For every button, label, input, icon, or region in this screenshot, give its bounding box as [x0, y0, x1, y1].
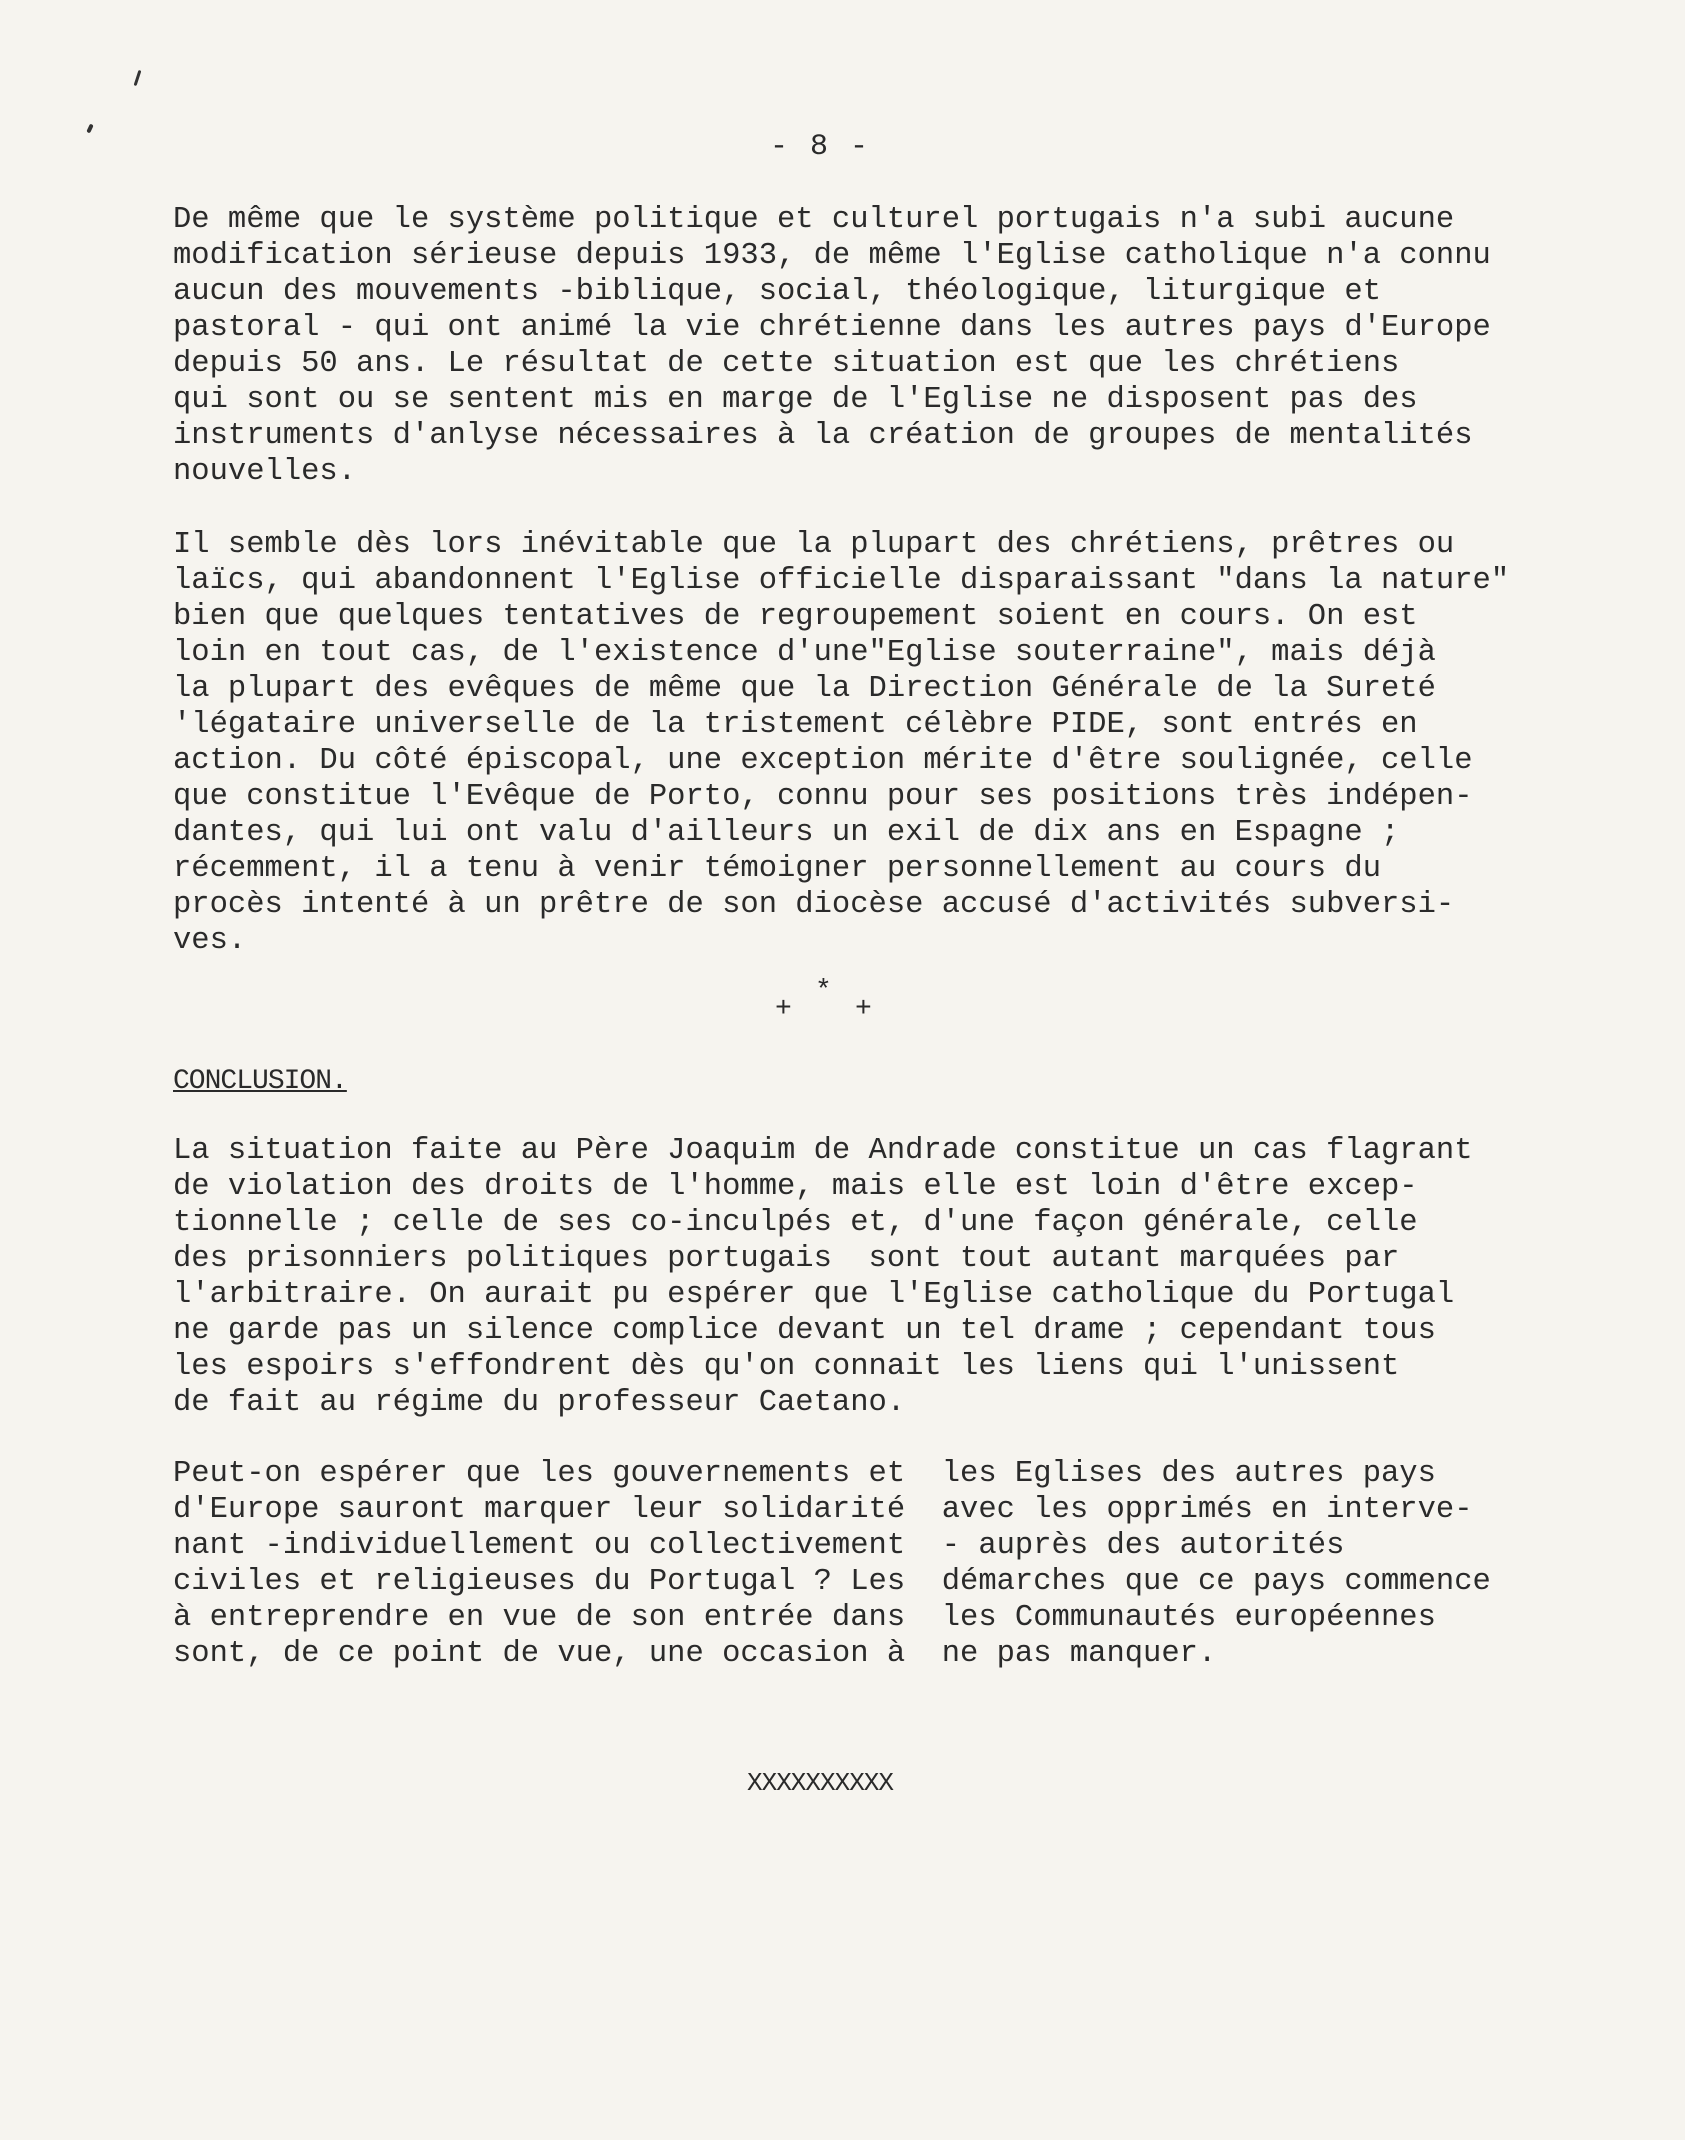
- paragraph-conclusion-appeal: [173, 1456, 1643, 1672]
- text-line: la plupart des evêques de même que la Direction Générale de la Sureté: [173, 672, 1436, 706]
- end-of-document-mark: XXXXXXXXXX: [746, 1768, 894, 1798]
- paragraph-conclusion-situation: [173, 1133, 1643, 1421]
- text-line: De même que le système politique et culturel portugais n'a subi aucune: [173, 203, 1455, 237]
- text-line: d'Europe sauront marquer leur solidarité avec les opprimés en interve-: [173, 1493, 1473, 1527]
- text-line: nant -individuellement ou collectivement - auprès des autorités: [173, 1529, 1345, 1563]
- paragraph-christians-leaving: [173, 527, 1643, 959]
- text-line: qui sont ou se sentent mis en marge de l'Eglise ne disposent pas des: [173, 383, 1418, 417]
- text-line: récemment, il a tenu à venir témoigner personnellement au cours du: [173, 852, 1381, 886]
- text-line: 'légataire universelle de la tristement célèbre PIDE, sont entrés en: [173, 708, 1418, 742]
- text-line: bien que quelques tentatives de regroupement soient en cours. On est: [173, 600, 1418, 634]
- conclusion-heading: CONCLUSION.: [173, 1066, 347, 1097]
- separator-asterisk: *: [815, 976, 832, 1007]
- stray-pen-mark: [134, 70, 142, 86]
- text-line: action. Du côté épiscopal, une exception mérite d'être soulignée, celle: [173, 744, 1473, 778]
- text-line: l'arbitraire. On aurait pu espérer que l'Eglise catholique du Portugal: [173, 1278, 1455, 1312]
- text-line: civiles et religieuses du Portugal ? Les démarches que ce pays commence: [173, 1565, 1491, 1599]
- text-line: instruments d'anlyse nécessaires à la création de groupes de mentalités: [173, 419, 1473, 453]
- text-line: tionnelle ; celle de ses co-inculpés et, d'une façon générale, celle: [173, 1206, 1418, 1240]
- text-line: pastoral - qui ont animé la vie chrétienne dans les autres pays d'Europe: [173, 311, 1491, 345]
- text-line: de fait au régime du professeur Caetano.: [173, 1386, 906, 1420]
- text-line: procès intenté à un prêtre de son diocèse accusé d'activités subversi-: [173, 888, 1455, 922]
- text-line: Il semble dès lors inévitable que la plupart des chrétiens, prêtres ou: [173, 528, 1455, 562]
- text-line: Peut-on espérer que les gouvernements et les Eglises des autres pays: [173, 1457, 1436, 1491]
- text-line: de violation des droits de l'homme, mais elle est loin d'être excep-: [173, 1170, 1418, 1204]
- section-separator: [765, 976, 885, 1030]
- text-line: ne garde pas un silence complice devant un tel drame ; cependant tous: [173, 1314, 1436, 1348]
- text-line: aucun des mouvements -biblique, social, théologique, liturgique et: [173, 275, 1381, 309]
- text-line: sont, de ce point de vue, une occasion à ne pas manquer.: [173, 1637, 1217, 1671]
- text-line: les espoirs s'effondrent dès qu'on connait les liens qui l'unissent: [173, 1350, 1400, 1384]
- text-line: loin en tout cas, de l'existence d'une"Eglise souterraine", mais déjà: [173, 636, 1436, 670]
- text-line: laïcs, qui abandonnent l'Eglise officielle disparaissant "dans la nature": [173, 564, 1510, 598]
- page-number: - 8 -: [769, 130, 870, 164]
- separator-plus-left: +: [775, 994, 792, 1025]
- text-line: modification sérieuse depuis 1933, de même l'Eglise catholique n'a connu: [173, 239, 1491, 273]
- text-line: que constitue l'Evêque de Porto, connu pour ses positions très indépen-: [173, 780, 1473, 814]
- text-line: dantes, qui lui ont valu d'ailleurs un exil de dix ans en Espagne ;: [173, 816, 1400, 850]
- text-line: depuis 50 ans. Le résultat de cette situation est que les chrétiens: [173, 347, 1400, 381]
- separator-plus-right: +: [855, 994, 872, 1025]
- text-line: nouvelles.: [173, 455, 357, 489]
- text-line: à entreprendre en vue de son entrée dans les Communautés européennes: [173, 1601, 1436, 1635]
- text-line: La situation faite au Père Joaquim de Andrade constitue un cas flagrant: [173, 1134, 1473, 1168]
- paragraph-church-context: [173, 202, 1643, 490]
- text-line: ves.: [173, 924, 247, 958]
- text-line: des prisonniers politiques portugais sont tout autant marquées par: [173, 1242, 1400, 1276]
